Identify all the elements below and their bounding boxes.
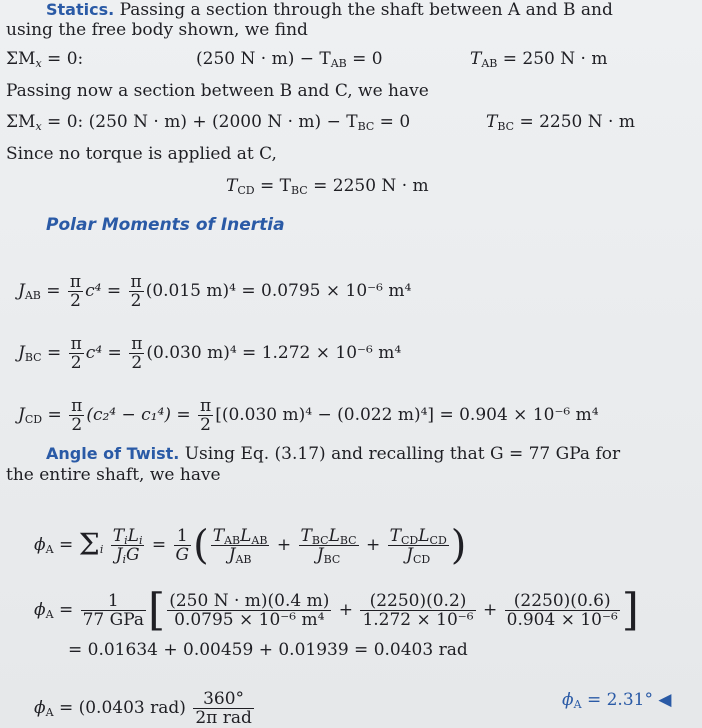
equation-angle-numeric: $\phi_A$ = $\frac{1}{\text{77 GPa}}$ [ $\frac{(250 N \cdot m)(0.4 m)}{\text{0.0795 × 10⁻⁶ m⁴}}$ + $\frac{(2250)(0.2)}{\text{1.272 × 10⁻⁶}}$ + $\frac{(2250)(0.6)}{\text{0.904 × 10⁻⁶}}$ ] — [34, 584, 639, 636]
statics-intro-line2: using the free body shown, we find — [6, 20, 308, 40]
equation-angle-degrees: $\phi_A = (0.0403$ rad) $\frac{360^\circ}{\text{2π rad}}$ — [34, 689, 252, 728]
equation-sum-moments-ab: $\Sigma M_x = 0$: — [6, 49, 84, 70]
equation-tcd: $T_{CD} = T_{BC} = 2250$ N · m — [226, 176, 429, 197]
result-tab: $T_{AB} = 250$ N · m — [470, 49, 608, 70]
equation-jcd: $J_{CD}$ = $\frac{\pi}{2}$ (c₂⁴ − c₁⁴) = $\frac{\pi}{2}$ [(0.030 m)⁴ − (0.022 m)⁴] = 0.904 × 10⁻⁶ m⁴ — [18, 396, 599, 435]
twist-intro: Using Eq. (3.17) and recalling that G = 77 GPa for — [179, 444, 621, 464]
statics-intro: Passing a section through the shaft between A and B and — [114, 0, 613, 20]
polar-heading: Polar Moments of Inertia — [46, 215, 285, 235]
equation-jbc: $J_{BC}$ = $\frac{\pi}{2}$ c⁴ = $\frac{\pi}{2}$ (0.030 m)⁴ = 1.272 × 10⁻⁶ m⁴ — [18, 334, 402, 373]
twist-heading: Angle of Twist. — [46, 444, 180, 463]
result-tbc: $T_{BC} = 2250$ N · m — [486, 112, 635, 133]
statics-heading: Statics. — [46, 0, 115, 19]
final-answer: $\phi_A = 2.31^\circ$ ◀ — [562, 690, 672, 711]
statics-text-bc: Passing now a section between B and C, we have — [6, 81, 429, 101]
equation-angle-sum: = 0.01634 + 0.00459 + 0.01939 = 0.0403 rad — [68, 640, 468, 660]
twist-paragraph — [46, 444, 620, 464]
equation-jab: $J_{AB}$ = $\frac{\pi}{2}$ c⁴ = $\frac{\pi}{2}$ (0.015 m)⁴ = 0.0795 × 10⁻⁶ m⁴ — [18, 272, 412, 311]
equation-ab-balance: (250 $N \cdot m) - T_{AB} = 0$ — [196, 49, 383, 70]
equation-sum-moments-bc: $\Sigma M_x = 0$: (250 N · m) + (2000 $N \cdot m) - T_{BC} = 0$ — [6, 112, 411, 133]
statics-text-cd: Since no torque is applied at C, — [6, 144, 277, 164]
equation-angle-general: $\phi_A = \Sigma_i$ $\frac{T_iL_i}{J_iG}$ = $\frac{1}{G}$ ( $\frac{T_{AB}L_{AB}}{J_{AB}}$ + $\frac{T_{BC}L_{BC}}{J_{BC}}$ + $\frac{T_{CD}L_{CD}}{J_{CD}}$ ) — [34, 522, 467, 569]
statics-paragraph — [46, 0, 613, 20]
twist-intro-line2: the entire shaft, we have — [6, 465, 221, 485]
